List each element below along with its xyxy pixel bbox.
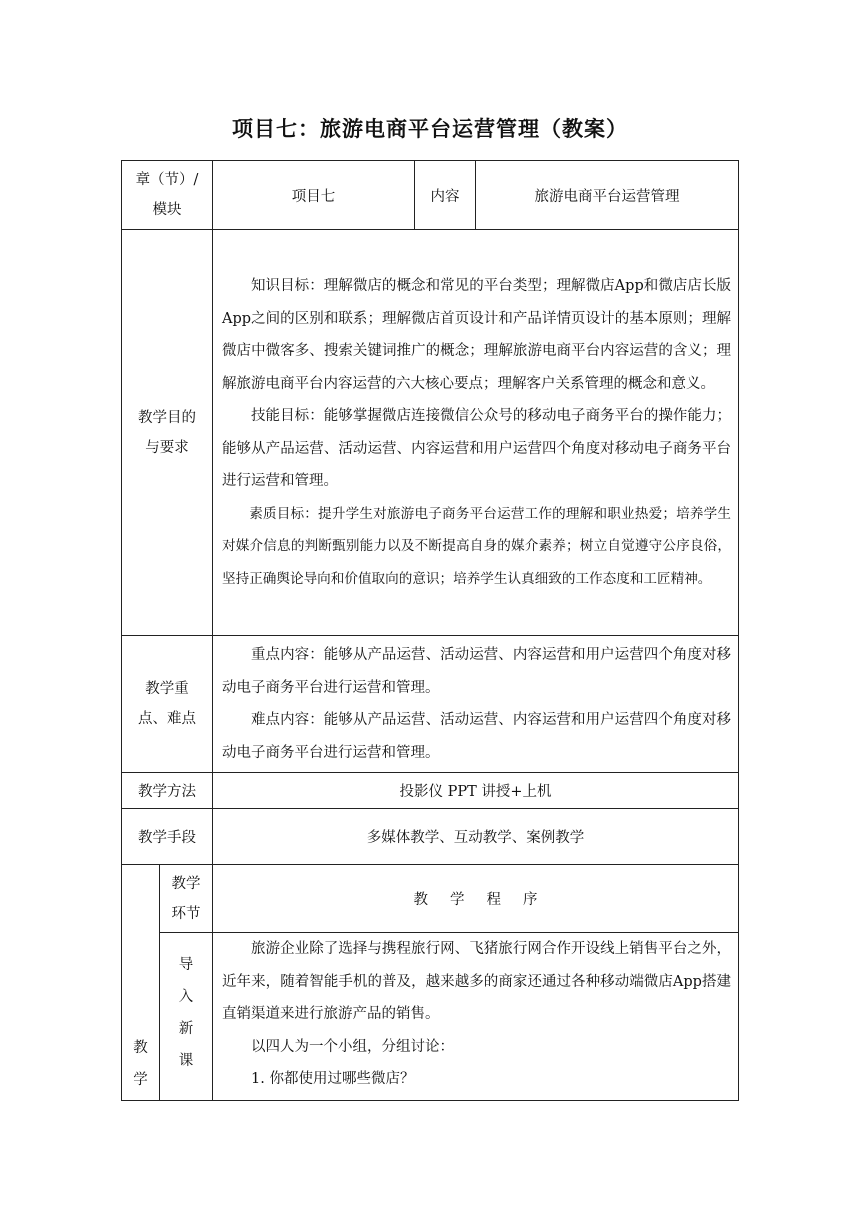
objectives-label-cell — [122, 230, 213, 636]
quality-objective: 素质目标：提升学生对旅游电子商务平台运营工作的理解和职业热爱；培养学生对媒介信息的判断甄别能力以及不断提高自身的媒介素养；树立自觉遵守公序良俗，坚持正确舆论导向和价值取向的意识；培养学生认真细致的工作态度和工匠精神。 — [222, 505, 732, 587]
means-value: 多媒体教学、互动教学、案例教学 — [213, 809, 739, 865]
procedure-header-row — [122, 865, 739, 933]
module-label-line2: 模块 — [152, 202, 182, 218]
stage-header-line1: 教学 — [171, 875, 201, 892]
intro-label-char-2: 入 — [178, 989, 194, 1005]
intro-label-char-4: 课 — [178, 1053, 194, 1069]
means-label: 教学手段 — [122, 809, 213, 865]
method-label: 教学方法 — [122, 773, 213, 809]
content-label: 内容 — [415, 161, 476, 230]
key-points-content — [213, 636, 739, 773]
procedure-outer-label — [122, 865, 160, 1101]
intro-label-cell — [160, 933, 213, 1101]
knowledge-objective: 知识目标：理解微店的概念和常见的平台类型；理解微店App和微店店长版App之间的区别和联系；理解微店首页设计和产品详情页设计的基本原则；理解微店中微客多、搜索关键词推广的概念；理解旅游电商平台内容运营的含义；理解旅游电商平台内容运营的六大核心要点；理解客户关系管理的概念和意义。 — [222, 278, 732, 392]
stage-header-line2: 环节 — [171, 905, 201, 922]
intro-paragraph-2: 以四人为一个小组，分组讨论： — [251, 1038, 455, 1055]
intro-paragraph-1: 旅游企业除了选择与携程旅行网、飞猪旅行网合作开设线上销售平台之外，近年来，随着智能手机的普及，越来越多的商家还通过各种移动端微店App搭建直销渠道来进行旅游产品的销售。 — [222, 941, 732, 1022]
objectives-row — [122, 230, 739, 636]
key-points-label-cell — [122, 636, 213, 773]
module-value: 项目七 — [213, 161, 415, 230]
intro-question-1: 1. 你都使用过哪些微店？ — [251, 1071, 415, 1087]
key-points-label-line2: 点、难点 — [138, 711, 196, 727]
objectives-label-line2: 与要求 — [145, 439, 189, 456]
intro-content — [213, 933, 739, 1101]
intro-row — [122, 933, 739, 1101]
procedure-outer-label-1: 教 — [133, 1040, 148, 1056]
skill-objective: 技能目标：能够掌握微店连接微信公众号的移动电子商务平台的操作能力；能够从产品运营、活动运营、内容运营和用户运营四个角度对移动电子商务平台进行运营和管理。 — [222, 408, 732, 489]
stage-header-cell — [160, 865, 213, 933]
program-header-cell — [213, 865, 739, 933]
means-row — [122, 809, 739, 865]
intro-label-char-3: 新 — [178, 1021, 194, 1037]
document-title: 项目七：旅游电商平台运营管理（教案） — [232, 117, 628, 141]
procedure-outer-label-2: 学 — [133, 1072, 148, 1088]
key-points-row — [122, 636, 739, 773]
program-header: 教学程序 — [413, 892, 560, 908]
lesson-plan-table — [121, 160, 739, 1101]
method-value: 投影仪 PPT 讲授+上机 — [213, 773, 739, 809]
content-value: 旅游电商平台运营管理 — [476, 161, 739, 230]
objectives-label-line1: 教学目的 — [138, 409, 196, 426]
module-label-cell — [122, 161, 213, 230]
key-points-label-line1: 教学重 — [145, 681, 189, 697]
objectives-content — [213, 230, 739, 636]
intro-label-char-1: 导 — [178, 957, 194, 973]
key-content: 重点内容：能够从产品运营、活动运营、内容运营和用户运营四个角度对移动电子商务平台进行运营和管理。 — [222, 647, 732, 696]
module-row — [122, 161, 739, 230]
method-row — [122, 773, 739, 809]
difficult-content: 难点内容：能够从产品运营、活动运营、内容运营和用户运营四个角度对移动电子商务平台进行运营和管理。 — [222, 712, 732, 761]
module-label-line1: 章（节）/ — [135, 172, 199, 188]
